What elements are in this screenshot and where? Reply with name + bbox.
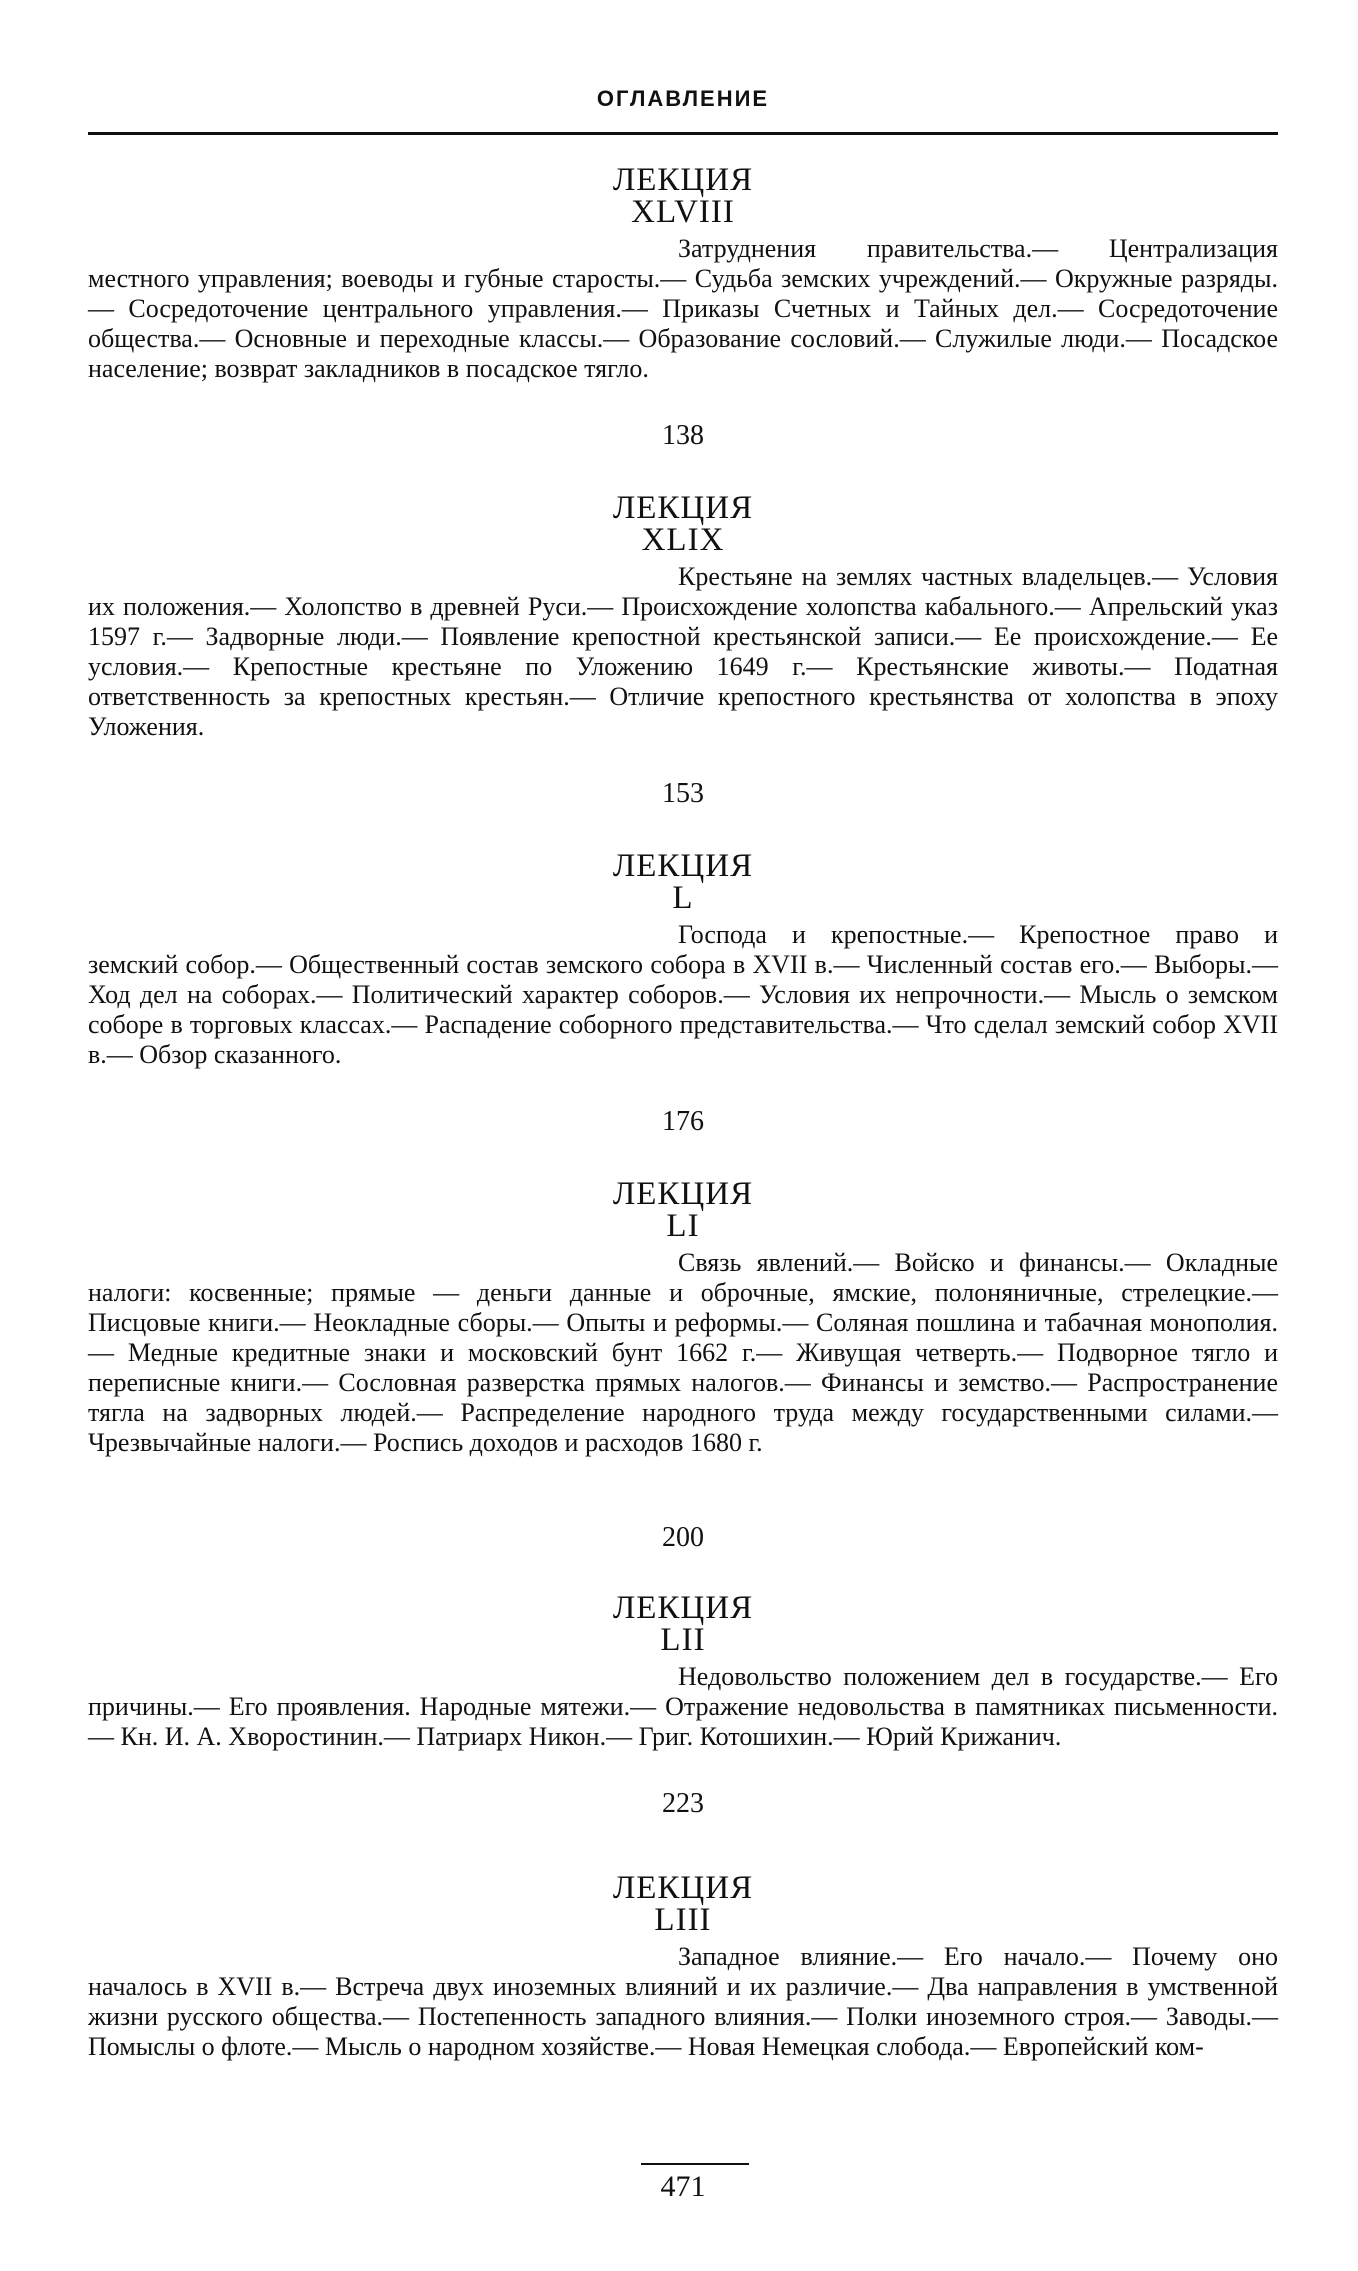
lecture-label: ЛЕКЦИЯ (612, 848, 754, 884)
lecture-label: ЛЕКЦИЯ (612, 162, 754, 198)
lecture-page-number: 200 (662, 1522, 704, 1553)
footer-rule (641, 2163, 749, 2165)
lecture-page-number: 138 (662, 420, 704, 451)
lecture-numeral: LIII (654, 1902, 712, 1938)
lecture-summary: Связь явлений.— Войско и финансы.— Окладные налоги: косвенные; прямые — деньги данные и оброчные, ямские, полоняничные, стрелецкие.— Писцовые книги.— Неокладные сборы.— Опыты и реформы.— Соляная пошлина и табачная монополия.— Медные кредитные знаки и московский бунт 1662 г.— Живущая четверть.— Подворное тягло и переписные книги.— Сословная разверстка прямых налогов.— Финансы и земство.— Распространение тягла на задворных людей.— Распределение народного труда между государственными силами.— Чрезвычайные налоги.— Роспись доходов и расходов 1680 г. (88, 1248, 1278, 1457)
lecture-numeral: XLIX (641, 522, 725, 558)
lecture-label: ЛЕКЦИЯ (612, 1870, 754, 1906)
lecture-label: ЛЕКЦИЯ (612, 490, 754, 526)
header-rule (88, 132, 1278, 135)
lecture-page-number: 153 (662, 778, 704, 809)
lecture-numeral: XLVIII (631, 194, 735, 230)
lecture-label: ЛЕКЦИЯ (612, 1590, 754, 1626)
lecture-summary: Крестьяне на землях частных владельцев.— Условия их положения.— Холопство в древней Руси.— Происхождение холопства кабального.— Апрельский указ 1597 г.— Задворные люди.— Появление крепостной крестьянской записи.— Ее происхождение.— Ее условия.— Крепостные крестьяне по Уложению 1649 г.— Крестьянские животы.— Податная ответственность за крепостных крестьян.— Отличие крепостного крестьянства от холопства в эпоху Уложения. (88, 562, 1278, 741)
lecture-summary: Западное влияние.— Его начало.— Почему оно началось в XVII в.— Встреча двух иноземных влияний и их различие.— Два направления в умственной жизни русского общества.— Постепенность западного влияния.— Полки иноземного строя.— Заводы.— Помыслы о флоте.— Мысль о народном хозяйстве.— Новая Немецкая слобода.— Европейский ком- (88, 1942, 1278, 2061)
lecture-numeral: L (672, 880, 694, 916)
lecture-summary: Недовольство положением дел в государстве.— Его причины.— Его проявления. Народные мятежи.— Отражение недовольства в памятниках письменности.— Кн. И. А. Хворостинин.— Патриарх Никон.— Григ. Котошихин.— Юрий Крижанич. (88, 1662, 1278, 1751)
lecture-summary: Затруднения правительства.— Централизация местного управления; воеводы и губные старосты.— Судьба земских учреждений.— Окружные разряды.— Сосредоточение центрального управления.— Приказы Счетных и Тайных дел.— Сосредоточение общества.— Основные и переходные классы.— Образование сословий.— Служилые люди.— Посадское население; возврат закладников в посадское тягло. (88, 234, 1278, 383)
page-header: ОГЛАВЛЕНИЕ (596, 86, 770, 111)
lecture-numeral: LII (660, 1622, 706, 1658)
lecture-page-number: 176 (662, 1106, 704, 1137)
lecture-label: ЛЕКЦИЯ (612, 1176, 754, 1212)
lecture-numeral: LI (666, 1208, 700, 1244)
footer-page-number: 471 (660, 2170, 706, 2203)
lecture-page-number: 223 (662, 1788, 704, 1819)
lecture-summary: Господа и крепостные.— Крепостное право и земский собор.— Общественный состав земского собора в XVII в.— Численный состав его.— Выборы.— Ход дел на соборах.— Политический характер соборов.— Условия их непрочности.— Мысль о земском соборе в торговых классах.— Распадение соборного представительства.— Что сделал земский собор XVII в.— Обзор сказанного. (88, 920, 1278, 1069)
